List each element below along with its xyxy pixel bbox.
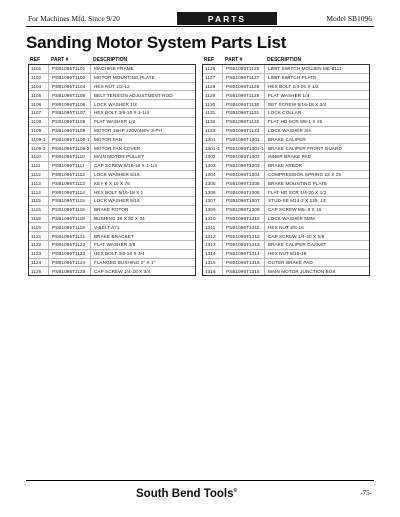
ref-cell: 1109-1 [29, 135, 49, 143]
page-footer [26, 480, 374, 505]
part-number-cell: PSB1096T1132 [223, 118, 265, 126]
ref-cell: 1102 [29, 74, 49, 82]
description-cell: HEX BOLT 5/16-18 X 1 [94, 189, 144, 195]
ref-cell: 1304 [203, 171, 223, 179]
description-cell: MOTOR FAN [94, 136, 123, 142]
part-number-cell: PSB1096T1109 [49, 127, 91, 135]
brand-logo [136, 488, 237, 500]
table-row [203, 206, 369, 215]
part-number-cell: PSB1096T1112 [49, 171, 91, 179]
description-cell: FLAT WASHER 1/4 [268, 92, 310, 98]
ref-cell: 1131 [203, 109, 223, 117]
column-header-description: DESCRIPTION [267, 57, 302, 63]
ref-cell: 1109 [29, 127, 49, 135]
ref-cell: 1314 [203, 250, 223, 258]
description-cell: LIMIT SWITCH PLATE [268, 75, 317, 81]
ref-cell: 1115 [29, 197, 49, 205]
description-cell: HEX BOLT 3/8-16 X 3/4 [94, 251, 145, 257]
description-cell: STUD-SE M14-2 X 125, 13 [268, 198, 326, 204]
description-cell: MAIN MOTOR JUNCTION BOX [268, 268, 336, 274]
part-number-cell: PSB1096T1316 [223, 267, 265, 275]
description-cell: BUSHING 38 X 80 X 34 [94, 215, 145, 221]
table-row [203, 100, 369, 109]
description-cell: FLANGED BUSHING 2" X 1" [94, 259, 156, 265]
description-cell: INNER BRAKE PAD [268, 154, 312, 160]
ref-cell: 1106 [29, 100, 49, 108]
description-cell: OUTER BRAKE PAD [268, 259, 313, 265]
brand-name: South Bend Tools [136, 488, 234, 500]
table-row [203, 109, 369, 118]
table-row [29, 65, 195, 74]
ref-cell: 1309 [203, 206, 223, 214]
table-row [203, 144, 369, 153]
ref-cell: 1116 [29, 206, 49, 214]
ref-cell: 1107 [29, 109, 49, 117]
ref-cell: 1121 [29, 232, 49, 240]
page-title: Sanding Motor System Parts List [26, 33, 287, 52]
ref-cell: 1315 [203, 259, 223, 267]
ref-cell: 1301-1 [203, 144, 223, 152]
description-cell: LIMIT SWITCH MOUJEN ME-8111 [268, 66, 342, 72]
ref-cell: 1133 [203, 127, 223, 135]
ref-cell: 1130 [203, 100, 223, 108]
table-row [203, 250, 369, 259]
ref-cell: 1302 [203, 153, 223, 161]
description-cell: LOCK WASHER 5/16 [94, 171, 140, 177]
ref-cell: 1303 [203, 162, 223, 170]
part-number-cell: PSB1096T1301-1 [223, 144, 265, 152]
table-row [29, 135, 195, 144]
table-row [29, 241, 195, 250]
part-number-cell: PSB1096T1304 [223, 171, 265, 179]
description-cell: BRAKE ROTOR [94, 207, 129, 213]
ref-cell: 1312 [203, 232, 223, 240]
description-cell: MOTOR FAN COVER [94, 145, 141, 151]
header-machines-note: For Machines Mfd. Since 9/20 [28, 14, 120, 23]
ref-cell: 1111 [29, 162, 49, 170]
table-row [29, 162, 195, 171]
table-row [203, 118, 369, 127]
table-row [29, 179, 195, 188]
column-header-part: PART # [225, 57, 243, 63]
part-number-cell: PSB1096T1116 [49, 206, 91, 214]
ref-cell: 1311 [203, 223, 223, 231]
column-header-ref: REF [204, 57, 214, 63]
description-cell: CAP SCREW M5-.8 X 15 [268, 207, 322, 213]
part-number-cell: PSB1096T1113 [49, 179, 91, 187]
table-row [203, 188, 369, 197]
table-row [29, 91, 195, 100]
part-number-cell: PSB1096T1131 [223, 109, 265, 117]
ref-cell: 1316 [203, 267, 223, 275]
part-number-cell: PSB1096T1105 [49, 91, 91, 99]
description-cell: LOCK WASHER 1/2 [94, 101, 137, 107]
part-number-cell: PSB1096T1311 [223, 223, 265, 231]
description-cell: BELT TENSION ADJUSTMENT ROD [94, 92, 173, 98]
ref-cell: 1307 [203, 197, 223, 205]
table-row [29, 232, 195, 241]
table-row [203, 91, 369, 100]
part-number-cell: PSB1096T1115 [49, 197, 91, 205]
part-number-cell: PSB1096T1118 [49, 215, 91, 223]
description-cell: CAP SCREW 5/16-18 X 1-1/4 [94, 163, 158, 169]
ref-cell: 1112 [29, 171, 49, 179]
part-number-cell: PSB1096T1104 [49, 83, 91, 91]
description-cell: COMPRESSION SPRING 22 X 25 [268, 171, 342, 177]
ref-cell: 1124 [29, 259, 49, 267]
table-row [29, 259, 195, 268]
header-model-number: Model SB1096 [326, 14, 372, 23]
ref-cell: 1109-2 [29, 144, 49, 152]
ref-cell: 1305 [203, 179, 223, 187]
part-number-cell: PSB1096T1119 [49, 223, 91, 231]
ref-cell: 1132 [203, 118, 223, 126]
description-cell: SET SCREW 5/16-18 X 3/4 [268, 101, 327, 107]
table-row [29, 100, 195, 109]
table-row [29, 74, 195, 83]
ref-cell: 1114 [29, 188, 49, 196]
table-body [202, 64, 370, 276]
part-number-cell: PSB1096T1307 [223, 197, 265, 205]
description-cell: HEX NUT 1/2-12 [94, 83, 130, 89]
trademark-symbol: ® [233, 488, 238, 495]
part-number-cell: PSB1096T1305 [223, 179, 265, 187]
part-number-cell: PSB1096T1108 [49, 118, 91, 126]
ref-cell: 1126 [203, 65, 223, 73]
table-body [28, 64, 196, 276]
ref-cell: 1110 [29, 153, 49, 161]
table-row [29, 267, 195, 275]
description-cell: LOCK WASHER 5MM [268, 215, 315, 221]
page-number: -75- [360, 489, 372, 497]
table-row [203, 83, 369, 92]
part-number-cell: PSB1096T1128 [223, 83, 265, 91]
description-cell: BRAKE CALIPER FRONT GUARD [268, 145, 342, 151]
description-cell: FLAT HD SCR M8-1 X 25 [268, 119, 323, 125]
table-row [203, 223, 369, 232]
description-cell: MOTOR 15HP 220V/440V 3-PH [94, 127, 162, 133]
description-cell: LOCK WASHER 3/4 [268, 127, 311, 133]
description-cell: HEX BOLT 3/8-16 X 1-1/4 [94, 110, 149, 116]
part-number-cell: PSB1096T1306 [223, 188, 265, 196]
ref-cell: 1105 [29, 91, 49, 99]
description-cell: KEY 8 X 10 X 75 [94, 180, 130, 186]
part-number-cell: PSB1096T1109-2 [49, 144, 91, 152]
part-number-cell: PSB1096T1106 [49, 100, 91, 108]
part-number-cell: PSB1096T1109-1 [49, 135, 91, 143]
part-number-cell: PSB1096T1303 [223, 162, 265, 170]
ref-cell: 1108 [29, 118, 49, 126]
table-row [29, 109, 195, 118]
table-header [28, 55, 196, 64]
table-row [203, 74, 369, 83]
ref-cell: 1118 [29, 215, 49, 223]
description-cell: HEX NUT 3/8-16 [268, 224, 304, 230]
parts-table-left [28, 55, 196, 276]
table-row [203, 241, 369, 250]
ref-cell: 1125 [29, 267, 49, 275]
description-cell: BRAKE CALIPER GASKET [268, 242, 327, 248]
description-cell: MACHINE FRAME [94, 66, 134, 72]
description-cell: HEX NUT 5/16-18 [268, 251, 307, 257]
part-number-cell: PSB1096T1314 [223, 250, 265, 258]
ref-cell: 1119 [29, 223, 49, 231]
ref-cell: 1301 [203, 135, 223, 143]
part-number-cell: PSB1096T1309 [223, 206, 265, 214]
table-row [29, 144, 195, 153]
ref-cell: 1310 [203, 215, 223, 223]
part-number-cell: PSB1096T1125 [49, 267, 91, 275]
table-row [29, 206, 195, 215]
part-number-cell: PSB1096T1129 [223, 91, 265, 99]
ref-cell: 1123 [29, 250, 49, 258]
table-row [203, 259, 369, 268]
part-number-cell: PSB1096T1114 [49, 188, 91, 196]
part-number-cell: PSB1096T1302 [223, 153, 265, 161]
parts-table-right [202, 55, 370, 276]
part-number-cell: PSB1096T1123 [49, 250, 91, 258]
table-row [203, 171, 369, 180]
table-row [29, 197, 195, 206]
description-cell: LOCK COLLAR [268, 110, 302, 116]
table-row [29, 215, 195, 224]
part-number-cell: PSB1096T1313 [223, 241, 265, 249]
table-row [203, 232, 369, 241]
table-row [203, 135, 369, 144]
part-number-cell: PSB1096T1130 [223, 100, 265, 108]
part-number-cell: PSB1096T1102 [49, 74, 91, 82]
description-cell: V-BELT A71 [94, 224, 120, 230]
table-row [203, 179, 369, 188]
column-header-part: PART # [51, 57, 69, 63]
description-cell: FLAT WASHER 1/2 [94, 119, 136, 125]
ref-cell: 1306 [203, 188, 223, 196]
table-row [29, 153, 195, 162]
part-number-cell: PSB1096T1126 [223, 65, 265, 73]
ref-cell: 1313 [203, 241, 223, 249]
table-row [203, 197, 369, 206]
ref-cell: 1122 [29, 241, 49, 249]
column-header-description: DESCRIPTION [93, 57, 128, 63]
table-row [29, 127, 195, 136]
part-number-cell: PSB1096T1312 [223, 232, 265, 240]
description-cell: BRAKE CALIPER [268, 136, 306, 142]
part-number-cell: PSB1096T1101 [49, 65, 91, 73]
description-cell: FLAT WASHER 3/8 [94, 242, 136, 248]
part-number-cell: PSB1096T1122 [49, 241, 91, 249]
part-number-cell: PSB1096T1111 [49, 162, 91, 170]
section-badge: PARTS [177, 12, 277, 25]
description-cell: CAP SCREW 1/4-20 X 3/4 [94, 268, 151, 274]
description-cell: BRAKE ARBOR [268, 163, 303, 169]
part-number-cell: PSB1096T1107 [49, 109, 91, 117]
part-number-cell: PSB1096T1315 [223, 259, 265, 267]
table-row [29, 118, 195, 127]
description-cell: CAP SCREW 1/4-20 X 5/8 [268, 233, 325, 239]
table-row [29, 171, 195, 180]
table-row [29, 223, 195, 232]
ref-cell: 1129 [203, 91, 223, 99]
description-cell: MOTOR MOUNTING PLATE [94, 75, 155, 81]
part-number-cell: PSB1096T1133 [223, 127, 265, 135]
description-cell: BRAKE MOUNTING PLATE [268, 180, 328, 186]
table-header [202, 55, 370, 64]
ref-cell: 1128 [203, 83, 223, 91]
part-number-cell: PSB1096T1124 [49, 259, 91, 267]
page-header [26, 11, 374, 27]
part-number-cell: PSB1096T1310 [223, 215, 265, 223]
table-row [203, 153, 369, 162]
table-row [29, 250, 195, 259]
description-cell: FLAT HD SCR 1/4-20 X 1/2 [268, 189, 327, 195]
ref-cell: 1113 [29, 179, 49, 187]
part-number-cell: PSB1096T1301 [223, 135, 265, 143]
table-row [203, 215, 369, 224]
description-cell: LOCK WASHER 5/16 [94, 198, 140, 204]
part-number-cell: PSB1096T1110 [49, 153, 91, 161]
description-cell: MAIN MOTOR PULLEY [94, 154, 145, 160]
table-row [203, 65, 369, 74]
description-cell: BRAKE BRACKET [94, 233, 134, 239]
table-row [29, 83, 195, 92]
part-number-cell: PSB1096T1127 [223, 74, 265, 82]
table-row [203, 267, 369, 275]
ref-cell: 1127 [203, 74, 223, 82]
table-row [29, 188, 195, 197]
ref-cell: 1101 [29, 65, 49, 73]
column-header-ref: REF [30, 57, 40, 63]
table-row [203, 127, 369, 136]
part-number-cell: PSB1096T1121 [49, 232, 91, 240]
table-row [203, 162, 369, 171]
description-cell: HEX BOLT 1/4-20 X 1/2 [268, 83, 319, 89]
ref-cell: 1104 [29, 83, 49, 91]
